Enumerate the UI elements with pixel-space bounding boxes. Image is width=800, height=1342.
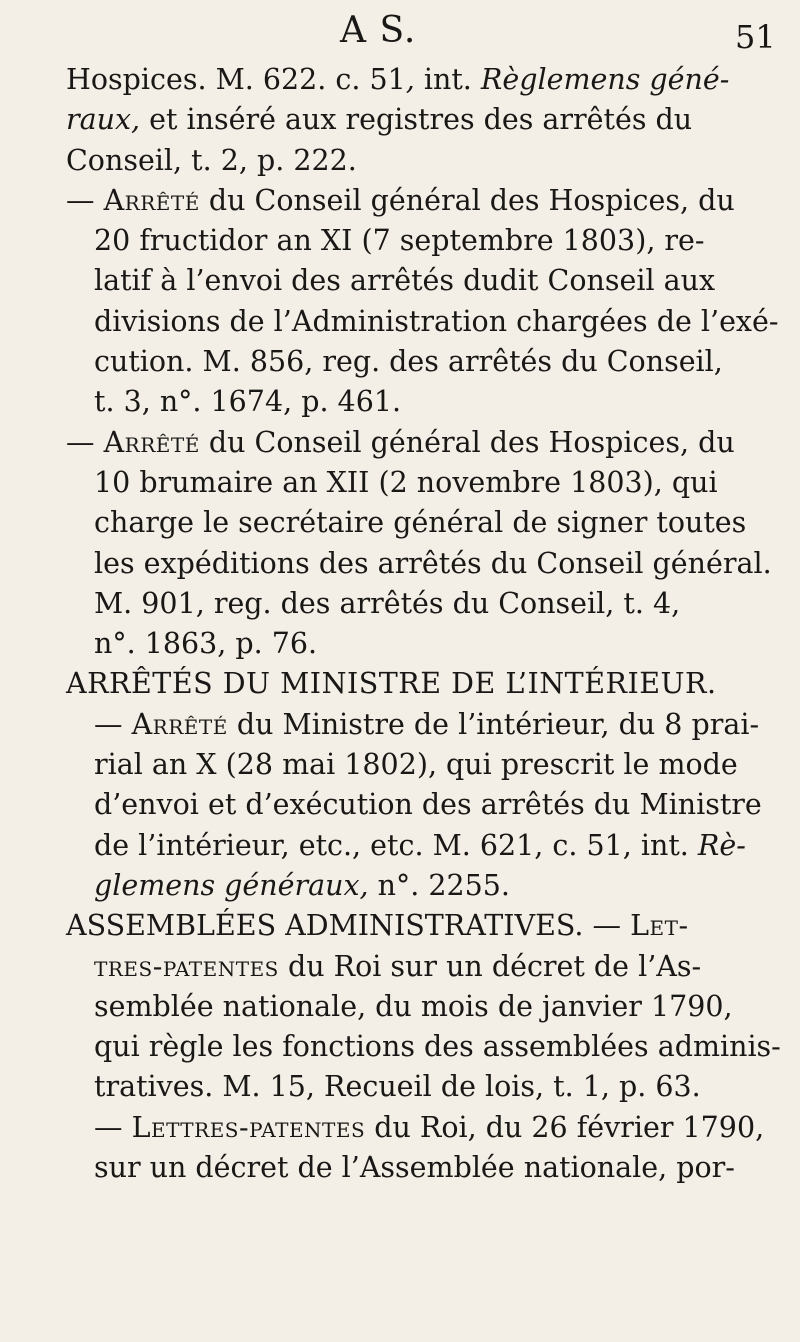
text-line: qui règle les fonctions des assemblées adminis-: [94, 1030, 781, 1064]
text-line: sur un décret de l’Assemblée nationale, por-: [94, 1151, 735, 1185]
text-line: glemens généraux, n°. 2255.: [94, 868, 510, 902]
text-line: Hospices. M. 622. c. 51, int. Règlemens géné-: [66, 63, 730, 96]
text-line: cution. M. 856, reg. des arrêtés du Conseil,: [94, 345, 723, 379]
text-line: Conseil, t. 2, p. 222.: [66, 143, 357, 177]
text-line: de l’intérieur, etc., etc. M. 621, c. 51, int. Rè-: [94, 828, 746, 862]
text-line: M. 901, reg. des arrêtés du Conseil, t. 4,: [94, 586, 681, 620]
text-line: 20 fructidor an XI (7 septembre 1803), re-: [94, 224, 705, 258]
text-line: charge le secrétaire général de signer toutes: [94, 506, 747, 540]
running-head: A S.: [340, 10, 417, 51]
text-line: tratives. M. 15, Recueil de lois, t. 1, p. 63.: [94, 1070, 701, 1104]
text-line: d’envoi et d’exécution des arrêtés du Ministre: [94, 788, 762, 822]
text-line: ASSEMBLÉES ADMINISTRATIVES. — Let-: [66, 909, 689, 943]
text-line: n°. 1863, p. 76.: [94, 627, 318, 661]
text-line: — Arrêté du Ministre de l’intérieur, du 8 prai-: [94, 707, 760, 741]
text-line: les expéditions des arrêtés du Conseil général.: [94, 546, 772, 580]
page-number: 51: [735, 18, 776, 56]
section-heading: ARRÊTÉS DU MINISTRE DE L’INTÉRIEUR.: [66, 667, 717, 701]
body-text: [66, 60, 781, 1188]
text-line: tres-patentes du Roi sur un décret de l’As-: [94, 949, 702, 983]
text-line: latif à l’envoi des arrêtés dudit Conseil aux: [94, 264, 716, 298]
text-line: — Arrêté du Conseil général des Hospices, du: [66, 425, 735, 459]
text-line: raux, et inséré aux registres des arrêtés du: [66, 103, 693, 137]
page-header: [0, 10, 800, 56]
text-line: — Lettres-patentes du Roi, du 26 février 1790,: [94, 1110, 765, 1144]
text-line: — Arrêté du Conseil général des Hospices, du: [66, 183, 735, 217]
text-line: semblée nationale, du mois de janvier 1790,: [94, 989, 733, 1023]
text-line: 10 brumaire an XII (2 novembre 1803), qui: [94, 465, 718, 499]
text-line: rial an X (28 mai 1802), qui prescrit le mode: [94, 748, 738, 782]
text-line: t. 3, n°. 1674, p. 461.: [94, 385, 402, 419]
text-line: divisions de l’Administration chargées de l’exé-: [94, 304, 779, 338]
